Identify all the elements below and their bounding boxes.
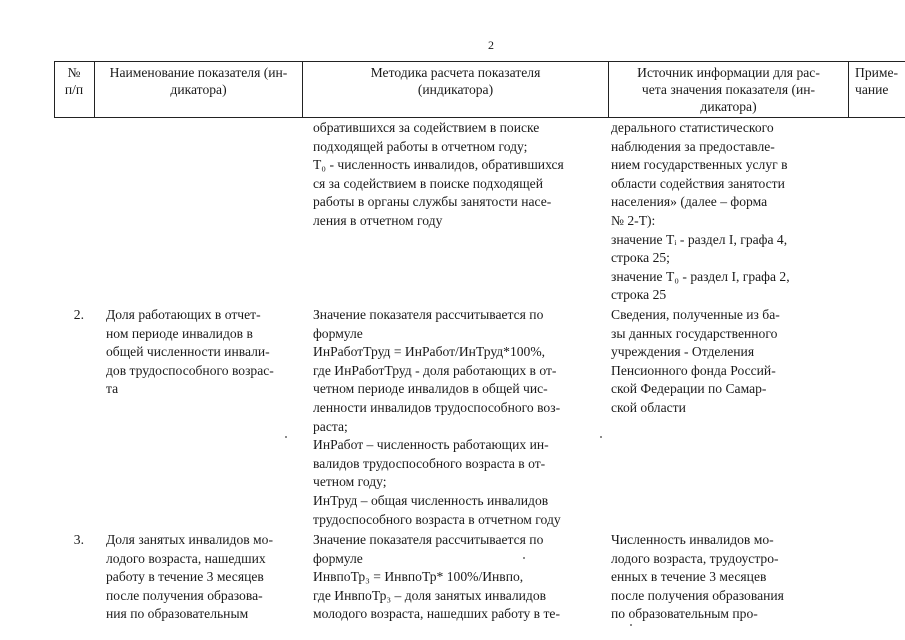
header-col-note: Приме- чание xyxy=(848,62,905,117)
row3-number: 3. xyxy=(73,532,84,547)
scan-speck xyxy=(285,436,287,438)
scan-speck xyxy=(630,624,632,626)
row-cont-source: дерального статистического наблюдения за предоставле- нием государственных услуг в области содействия занятости населения» (далее – форма № 2-Т): значение Tᵢ - раздел I, графа 4, строка 25; значение T₀ - раздел I, графа 2, строка 25 xyxy=(611,120,790,303)
row2-name: Доля работающих в отчет- ном периоде инвалидов в общей численности инвали- дов трудоспособного возрас- та xyxy=(106,307,274,397)
row3-source: Численность инвалидов мо- лодого возраста, трудоустро- енных в течение 3 месяцев после получения образования по образовательным про- xyxy=(611,532,784,622)
row3-method: Значение показателя рассчитывается по формуле ИнвпоТр₃ = ИнвпоТр* 100%/Инвпо, где ИнвпоТр₃ – доля занятых инвалидов молодого возраста, нашедших работу в те- xyxy=(313,532,560,622)
row2-method: Значение показателя рассчитывается по формуле ИнРаботТруд = ИнРабот/ИнТруд*100%, где ИнРаботТруд - доля работающих в от- четном периоде инвалидов в общей чис- ленности инвалидов трудоспособного воз- раста; ИнРабот – численность работающих ин- валидов трудоспособного возраста в от- четном году; ИнТруд – общая численность инвалидов трудоспособного возраста в отчетном году xyxy=(313,307,561,527)
page-number: 2 xyxy=(488,38,494,52)
table-header xyxy=(54,61,905,118)
row2-number: 2. xyxy=(73,307,84,322)
scan-speck xyxy=(600,436,602,438)
scan-speck xyxy=(523,557,525,559)
header-left-border xyxy=(54,61,55,118)
row-cont-method: обратившихся за содействием в поиске подходящей работы в отчетном году; T₀ - численность инвалидов, обратившихся ся за содействием в поиске подходящей работы в органы службы занятости насе- ления в отчетном году xyxy=(313,120,564,228)
row2-source: Сведения, полученные из ба- зы данных государственного учреждения - Отделения Пенсионного фонда Россий- ской Федерации по Самар- ской области xyxy=(611,307,780,415)
row3-name: Доля занятых инвалидов мо- лодого возраста, нашедших работу в течение 3 месяцев после получения образова- ния по образовательным xyxy=(106,532,273,622)
header-col-method: Методика расчета показателя (индикатора) xyxy=(302,62,608,117)
header-col-name: Наименование показателя (ин- дикатора) xyxy=(94,62,302,117)
header-col-source: Источник информации для рас- чета значения показателя (ин- дикатора) xyxy=(608,62,848,117)
header-col-number: № п/п xyxy=(64,65,84,97)
